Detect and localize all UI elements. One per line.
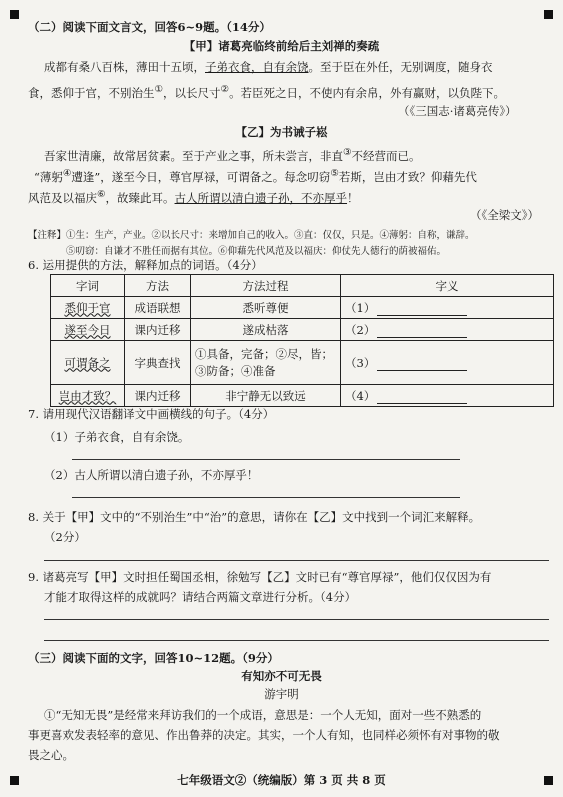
answer-line-9-1[interactable] bbox=[44, 619, 549, 620]
passage-b-line3: 风范及以福庆⑥，故臻此耳。古人所谓以清白遗子孙，不亦厚乎！ bbox=[28, 189, 359, 205]
header-meaning: 字义 bbox=[341, 275, 554, 297]
annotation-line2: ⑤叨窃：自谦才不胜任而据有其位。⑥仰藉先代风范及以福庆：仰仗先人德行的荫被福佑。 bbox=[66, 246, 447, 257]
registration-mark-top-left bbox=[10, 10, 19, 19]
passage-a-line2: 食，悉仰于官，不别治生①，以长尺寸②。若臣死之日，不使内有余帛，外有赢财，以负陛下。 bbox=[28, 84, 506, 100]
section2-header: （二）阅读下面文言文，回答6~9题。（14分） bbox=[28, 20, 271, 34]
answer-line-9-2[interactable] bbox=[44, 640, 549, 641]
passage-a-source: （《三国志·诸葛亮传》） bbox=[398, 104, 517, 118]
underlined-sentence-b: 古人所谓以清白遗子孙，不亦厚乎 bbox=[174, 190, 348, 205]
page-footer: 七年级语文②（统编版）第 3 页 共 8 页 bbox=[177, 773, 386, 787]
table-row: 可谓备之 字典查找 ①具备，完备；②尽，皆； ③防备；④准备 （3） bbox=[51, 341, 554, 385]
answer-line-7-1[interactable] bbox=[72, 459, 460, 460]
essay-paragraph1-line2: 事更喜欢发表轻率的意见、作出鲁莽的决定。其实，一个人有知，也同样必须怀有对事物的敬 bbox=[28, 728, 500, 742]
question-9-line1: 9. 诸葛亮写【甲】文时担任蜀国丞相，徐勉写【乙】文时已有“尊官厚禄”，他们仅仅因为有 bbox=[28, 570, 492, 584]
underlined-sentence-a: 子弟衣食，自有余饶 bbox=[205, 60, 309, 74]
question-8-line1: 8. 关于【甲】文中的“不别治生”中“治”的意思，请你在【乙】文中找到一个词汇来解释。 bbox=[28, 510, 481, 524]
essay-paragraph1-line3: 畏之心。 bbox=[28, 748, 74, 762]
header-process: 方法过程 bbox=[191, 275, 341, 297]
table-row: 岂由才致？ 课内迁移 非宁静无以致远 （4） bbox=[51, 385, 554, 407]
question-7-sub2: （2）古人所谓以清白遗子孙，不亦厚乎！ bbox=[44, 468, 259, 482]
answer-line-7-2[interactable] bbox=[72, 497, 460, 498]
question-6-table bbox=[50, 274, 554, 407]
header-method: 方法 bbox=[125, 275, 191, 297]
essay-title: 有知亦不可无畏 bbox=[241, 669, 322, 683]
answer-blank-3[interactable]: （3） bbox=[341, 341, 554, 385]
passage-b-source: （《全梁文》） bbox=[470, 208, 539, 222]
header-word: 字词 bbox=[51, 275, 125, 297]
essay-paragraph1-line1: ①“无知无畏”是经常来拜访我们的一个成语，意思是：一个人无知，面对一些不熟悉的 bbox=[44, 708, 482, 722]
passage-b-line1: 吾家世清廉，故常居贫素。至于产业之事，所未尝言，非直③不经营而已。 bbox=[44, 147, 421, 163]
annotation-line1: 【注释】①生：生产，产业。②以长尺寸：来增加自己的收入。③直：仅仅，只是。④薄躬：自称，谦辞。 bbox=[28, 230, 475, 241]
table-row: 遂至今日 课内迁移 遂成枯落 （2） bbox=[51, 319, 554, 341]
answer-line-8[interactable] bbox=[44, 560, 549, 561]
section3-header: （三）阅读下面的文字，回答10~12题。（9分） bbox=[28, 651, 279, 665]
question-7-stem: 7. 请用现代汉语翻译文中画横线的句子。（4分） bbox=[28, 407, 275, 421]
answer-blank-2[interactable]: （2） bbox=[341, 319, 554, 341]
table-row: 悉仰于官 成语联想 悉听尊便 （1） bbox=[51, 297, 554, 319]
answer-blank-1[interactable]: （1） bbox=[341, 297, 554, 319]
passage-a-line1: 成都有桑八百株，薄田十五顷，子弟衣食，自有余饶。至于臣在外任，无别调度，随身衣 bbox=[44, 60, 493, 74]
essay-author: 游宇明 bbox=[264, 687, 299, 701]
passage-b-line2: “薄躬④遭逢”，遂至今日，尊官厚禄，可谓备之。每念叨窃⑤若斯，岂由才致？仰藉先代 bbox=[34, 168, 477, 184]
question-6-stem: 6. 运用提供的方法，解释加点的词语。（4分） bbox=[28, 258, 263, 272]
question-7-sub1: （1）子弟衣食，自有余饶。 bbox=[44, 430, 190, 444]
registration-mark-top-right bbox=[544, 10, 553, 19]
answer-blank-4[interactable]: （4） bbox=[341, 385, 554, 407]
question-9-line2: 才能才取得这样的成就吗？请结合两篇文章进行分析。（4分） bbox=[44, 590, 357, 604]
passage-b-title: 【乙】为书诫子崧 bbox=[235, 125, 328, 139]
question-8-line2: （2分） bbox=[44, 530, 86, 544]
table-header-row bbox=[51, 275, 554, 297]
passage-a-title: 【甲】诸葛亮临终前给后主刘禅的奏疏 bbox=[183, 39, 380, 53]
